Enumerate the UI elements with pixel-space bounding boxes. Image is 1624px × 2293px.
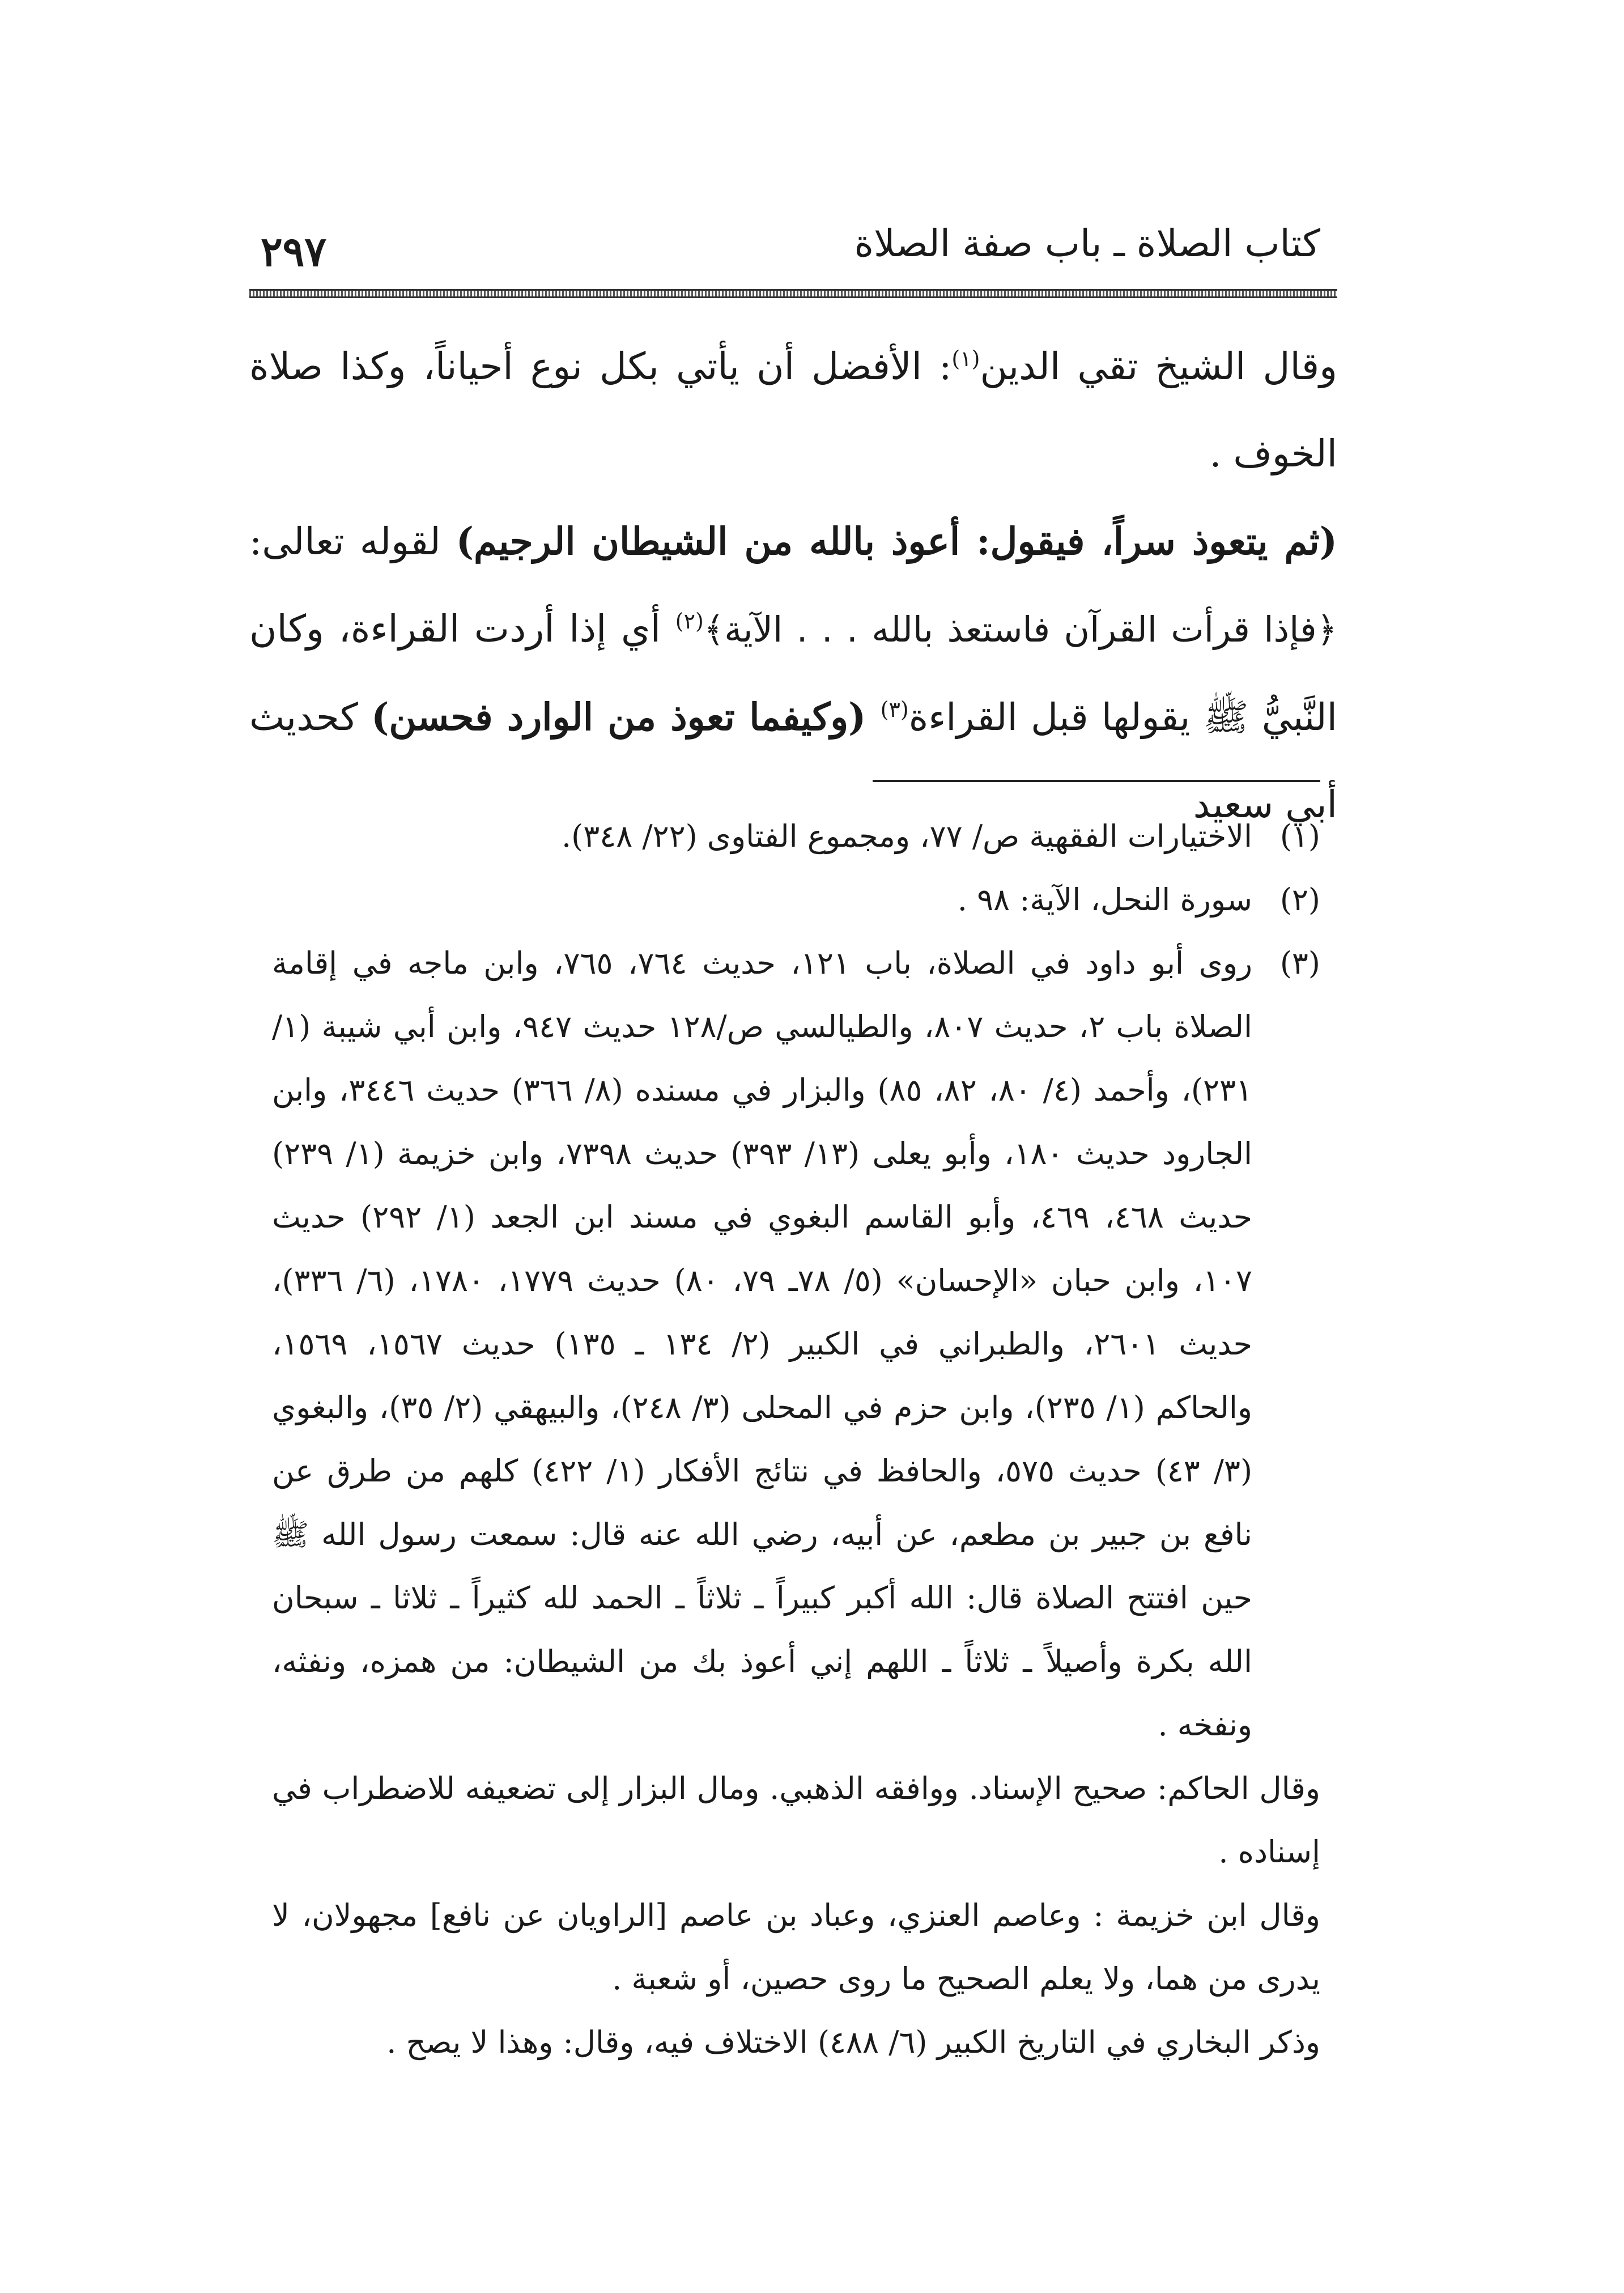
footnote-text: سورة النحل، الآية: ٩٨ . [957,882,1252,918]
footnote-2 [272,868,1320,932]
book-page [249,193,1337,2210]
page-number: ٢٩٧ [261,227,327,275]
footnote-continuation-3: وذكر البخاري في التاريخ الكبير (٦/ ٤٨٨) الاختلاف فيه، وقال: وهذا لا يصح . [386,2024,1320,2060]
matn-text-2: (وكيفما تعوذ من الوارد فحسن) [371,695,881,739]
page-header [249,215,1337,278]
footnote-continuation-2: وقال ابن خزيمة : وعاصم العنزي، وعباد بن عاصم [الراويان عن نافع] مجهولان، لا يدرى من هما، ولا يعلم الصحيح ما روى حصين، أو شعبة . [272,1897,1320,1997]
footnotes [272,805,1320,2074]
footnote-1 [272,805,1320,868]
footnote-separator [873,780,1320,782]
main-paragraph-1 [249,323,1337,498]
footnote-text: الاختيارات الفقهية ص/ ٧٧، ومجموع الفتاوى (٢٢/ ٣٤٨). [561,818,1252,854]
footnote-number: (٣) [1279,945,1320,981]
text-run: كحديث أبي سعيد [249,695,1337,826]
text-run: لقوله تعالى: [249,520,456,563]
footnote-ref-2: (٢) [675,609,704,634]
text-run: وقال الشيخ تقي الدين [980,345,1337,388]
footnote-ref-1: (١) [951,346,980,371]
footnote-number: (٢) [1279,882,1320,918]
footnote-continuation-1: وقال الحاكم: صحيح الإسناد. ووافقه الذهبي. ومال البزار إلى تضعيفه للاضطراب في إسناده . [272,1770,1320,1870]
main-paragraph-2 [249,498,1337,848]
running-title: كتاب الصلاة ـ باب صفة الصلاة [854,222,1320,265]
footnote-ref-3: (٣) [880,697,909,722]
quran-verse: ﴿فإذا قرأت القرآن فاستعذ بالله . . . الآية﴾ [703,609,1338,650]
text-run: أي إذا أردت القراءة، وكان النَّبيُّ ﷺ يقولها قبل القراءة [249,607,1338,739]
main-text [249,323,1337,848]
matn-text-1: (ثم يتعوذ سراً، فيقول: أعوذ بالله من الشيطان الرجيم) [456,519,1337,563]
header-rule [249,289,1337,298]
text-run: : الأفضل أن يأتي بكل نوع أحياناً، وكذا صلاة الخوف . [249,345,1337,475]
footnote-3 [272,932,1320,1757]
footnote-text: روى أبو داود في الصلاة، باب ١٢١، حديث ٧٦٤، ٧٦٥، وابن ماجه في إقامة الصلاة باب ٢، حديث ٨٠٧، والطيالسي ص/١٢٨ حديث ٩٤٧، وابن أبي شيبة (١/ ٢٣١)، وأحمد (٤/ ٨٠، ٨٢، ٨٥) والبزار في مسنده (٨/ ٣٦٦) حديث ٣٤٤٦، وابن الجارود حديث ١٨٠، وأبو يعلى (١٣/ ٣٩٣) حديث ٧٣٩٨، وابن خزيمة (١/ ٢٣٩) حديث ٤٦٨، ٤٦٩، وأبو القاسم البغوي في مسند ابن الجعد (١/ ٢٩٢) حديث ١٠٧، وابن حبان «الإحسان» (٥/ ٧٨ـ ٧٩، ٨٠) حديث ١٧٧٩، ١٧٨٠، (٦/ ٣٣٦)، حديث ٢٦٠١، والطبراني في الكبير (٢/ ١٣٤ ـ ١٣٥) حديث ١٥٦٧، ١٥٦٩، والحاكم (١/ ٢٣٥)، وابن حزم في المحلى (٣/ ٢٤٨)، والبيهقي (٢/ ٣٥)، والبغوي (٣/ ٤٣) حديث ٥٧٥، والحافظ في نتائج الأفكار (١/ ٤٢٢) كلهم من طرق عن نافع بن جبير بن مطعم، عن أبيه، رضي الله عنه قال: سمعت رسول الله ﷺ حين افتتح الصلاة قال: الله أكبر كبيراً ـ ثلاثاً ـ الحمد لله كثيراً ـ ثلاثا ـ سبحان الله بكرة وأصيلاً ـ ثلاثاً ـ اللهم إني أعوذ بك من الشيطان: من همزه، ونفثه، ونفخه . [272,945,1253,1743]
footnote-number: (١) [1279,818,1320,854]
